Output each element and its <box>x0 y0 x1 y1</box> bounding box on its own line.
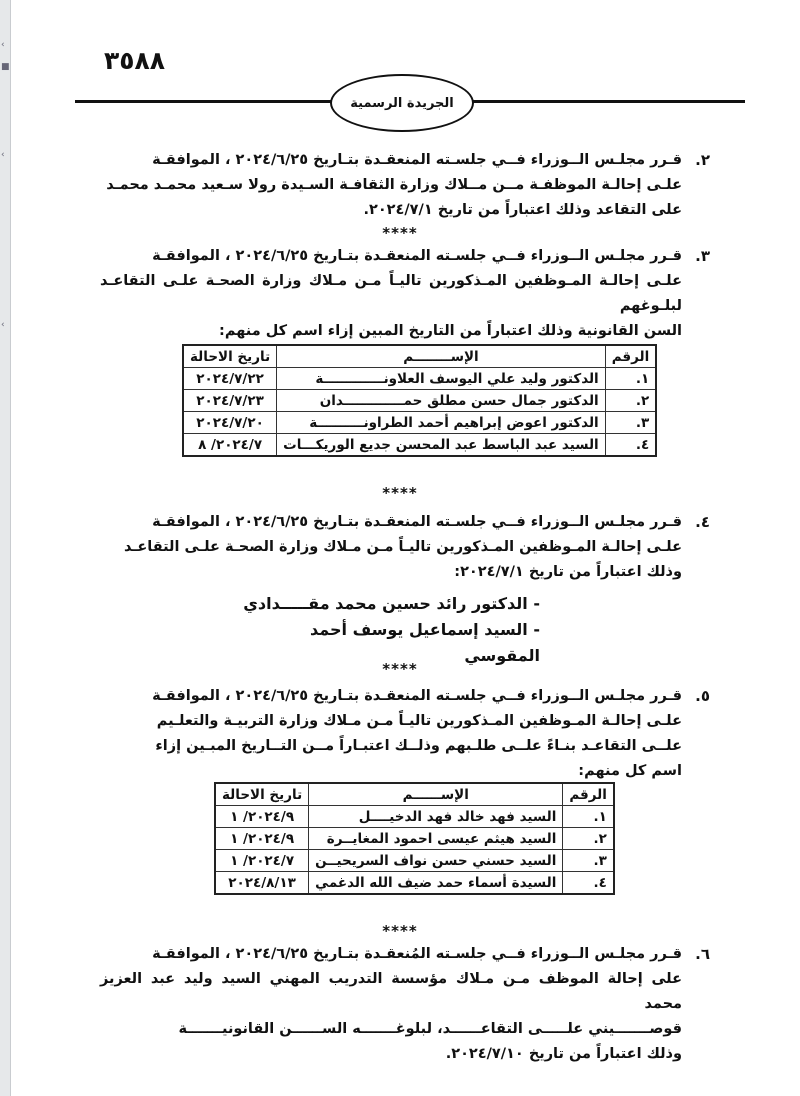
retirement-date: ٢٠٢٤/٧/ ٨ <box>183 434 277 457</box>
decision-number: ٥. <box>695 687 710 705</box>
separator-stars: **** <box>382 224 418 242</box>
retirement-date: ٢٠٢٤/٧/٢٢ <box>183 368 277 390</box>
row-number: ٤. <box>563 872 614 895</box>
decision-line: علـى إحالـة المـوظفين المـذكورين تاليـاً مـن مـلاك وزارة الصحـة علـى التقاعـد لبلـوغهم <box>100 273 682 314</box>
column-header: تاريخ الاحالة <box>215 783 309 806</box>
gazette-title-oval <box>330 74 474 132</box>
column-header: الرقم <box>563 783 614 806</box>
decision-line: قـرر مجلـس الــوزراء فــي جلسـته المنعقـدة بتـاريخ ٢٠٢٤/٦/٢٥ ، الموافقـة <box>152 688 682 704</box>
decision-line: قـرر مجلـس الــوزراء فــي جلسـته المُنعقـدة بتـاريخ ٢٠٢٤/٦/٢٥ ، الموافقـة <box>152 946 682 962</box>
decision-line: على إحالة الموظف مـن مـلاك مؤسسة التدريب المهني السيد وليد عبد العزيز محمد <box>100 971 682 1012</box>
separator-stars: **** <box>382 484 418 502</box>
employee-name: السيدة أسماء حمد ضيف الله الدغمي <box>309 872 563 895</box>
retiree-names-list <box>240 591 540 669</box>
employee-name: الدكتور جمال حسن مطلق حمـــــــــــــدان <box>277 390 606 412</box>
row-number: ٣. <box>605 412 656 434</box>
row-number: ٢. <box>605 390 656 412</box>
decision-line: وذلك اعتباراً من تاريخ ٢٠٢٤/٧/١: <box>454 564 682 580</box>
row-number: ٣. <box>563 850 614 872</box>
column-header: تاريخ الاحالة <box>183 345 277 368</box>
decision-2 <box>100 148 710 223</box>
decision-line: على التقاعد وذلك اعتباراً من تاريخ ٢٠٢٤/٧/١. <box>363 202 682 218</box>
retirement-date: ٢٠٢٤/٧/٢٣ <box>183 390 277 412</box>
decision-line: علـى إحالـة الموظفـة مــن مــلاك وزارة الثقافـة السـيدة رولا سـعيد محمـد محمـد <box>106 177 682 193</box>
row-number: ١. <box>605 368 656 390</box>
employees-table-3 <box>182 344 657 457</box>
decision-4 <box>100 510 710 585</box>
table-header-row <box>215 783 614 806</box>
decision-line: علـى إحالـة المـوظفين المـذكورين تاليـاً مـن مـلاك وزارة الصحـة علـى التقاعـد <box>124 539 682 555</box>
table-header-row <box>183 345 656 368</box>
employee-name: السيد حسني حسن نواف السريحيــن <box>309 850 563 872</box>
employee-name: السيد فهد خالد فهد الدخيــــل <box>309 806 563 828</box>
decision-number: ٦. <box>695 945 710 963</box>
decision-line: قـرر مجلـس الــوزراء فــي جلسـته المنعقـدة بتـاريخ ٢٠٢٤/٦/٢٥ ، الموافقـة <box>152 248 682 264</box>
employee-name: الدكتور اعوض إبراهيم أحمد الطراونــــــــــة <box>277 412 606 434</box>
employees-table-5 <box>214 782 615 895</box>
employee-name: الدكتور وليد علي اليوسف العلاونـــــــــــــة <box>277 368 606 390</box>
decision-line: السن القانونية وذلك اعتباراً من التاريخ المبين إزاء اسم كل منهم: <box>219 323 682 339</box>
decision-line: اسم كل منهم: <box>578 763 682 779</box>
retirement-date: ٢٠٢٤/٧/٢٠ <box>183 412 277 434</box>
decision-3 <box>100 244 710 344</box>
decision-number: ٤. <box>695 513 710 531</box>
table-row <box>215 806 614 828</box>
column-header: الرقم <box>605 345 656 368</box>
table-row <box>215 850 614 872</box>
decision-line: قـرر مجلـس الــوزراء فــي جلسـته المنعقـدة بتـاريخ ٢٠٢٤/٦/٢٥ ، الموافقـة <box>152 152 682 168</box>
table-row <box>183 368 656 390</box>
decision-number: ٣. <box>695 247 710 265</box>
separator-stars: **** <box>382 922 418 940</box>
table-row <box>215 828 614 850</box>
decision-line: علـى إحالـة المـوظفين المـذكورين تاليـاً مـن مـلاك وزارة التربيـة والتعلـيم <box>156 713 682 729</box>
row-number: ٤. <box>605 434 656 457</box>
retirement-date: ٢٠٢٤/٧/ ١ <box>215 850 309 872</box>
retirement-date: ٢٠٢٤/٩/ ١ <box>215 806 309 828</box>
decision-number: ٢. <box>695 151 710 169</box>
retiree-name: - السيد إسماعيل يوسف أحمد المقوسي <box>310 620 540 665</box>
chevron-icon[interactable]: ‹ <box>1 320 5 330</box>
table-row <box>215 872 614 895</box>
column-header: الإســــــم <box>309 783 563 806</box>
employee-name: السيد هيثم عيسى احمود المغايــرة <box>309 828 563 850</box>
panel-icon[interactable]: ■ <box>1 62 10 72</box>
gazette-title: الجريدة الرسمية <box>350 95 454 111</box>
decision-line: وذلك اعتباراً من تاريخ ٢٠٢٤/٧/١٠. <box>445 1046 682 1062</box>
retiree-name: - الدكتور رائد حسين محمد مقـــــدادي <box>243 594 540 613</box>
page-number: ٣٥٨٨ <box>104 46 166 75</box>
retirement-date: ٢٠٢٤/٩/ ١ <box>215 828 309 850</box>
decision-line: علــى التقاعـد بنـاءً علــى طلـبهم وذلــك اعتبـاراً مــن التــاريخ المبـين إزاء <box>155 738 682 754</box>
separator-stars: **** <box>382 660 418 678</box>
decision-line: قوصـــــــيني علـــــى التقاعــــــد، لبلوغـــــــه الســــــن القانونيـــــــة <box>178 1021 682 1037</box>
chevron-icon[interactable]: ‹ <box>1 150 5 160</box>
table-row <box>183 434 656 457</box>
table-row <box>183 412 656 434</box>
decision-5 <box>100 684 710 784</box>
decision-line: قـرر مجلـس الــوزراء فــي جلسـته المنعقـدة بتـاريخ ٢٠٢٤/٦/٢٥ ، الموافقـة <box>152 514 682 530</box>
table-row <box>183 390 656 412</box>
employee-name: السيد عبد الباسط عبد المحسن جديع الوريكـــات <box>277 434 606 457</box>
column-header: الإســــــــم <box>277 345 606 368</box>
decision-6 <box>100 942 710 1067</box>
retirement-date: ٢٠٢٤/٨/١٣ <box>215 872 309 895</box>
row-number: ١. <box>563 806 614 828</box>
chevron-icon[interactable]: ‹ <box>1 40 5 50</box>
row-number: ٢. <box>563 828 614 850</box>
